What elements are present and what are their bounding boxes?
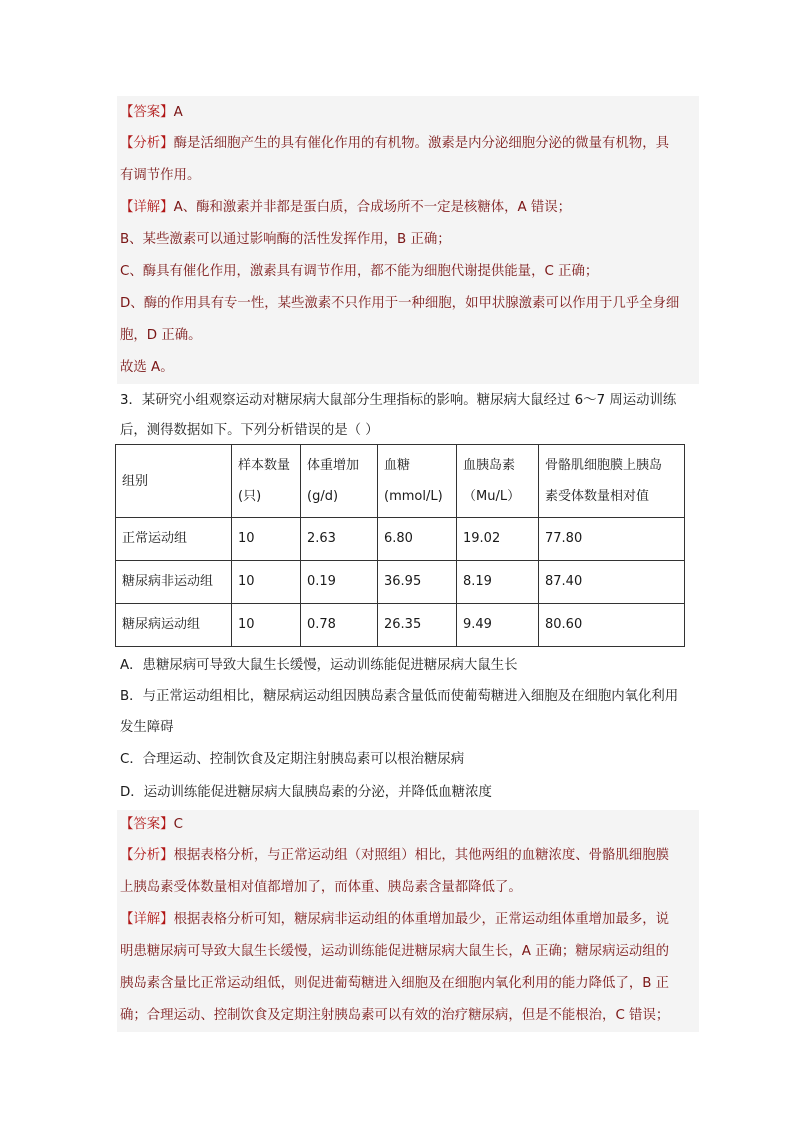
detail-tag: 【详解】 — [120, 912, 174, 927]
table-row — [116, 604, 685, 647]
analysis-line-3 — [120, 847, 698, 865]
table-cell: 0.19 — [301, 561, 378, 604]
table-cell: 糖尿病非运动组 — [116, 561, 232, 604]
detail-line-4: D、酶的作用具有专一性，某些激素不只作用于一种细胞，如甲状腺激素可以作用于几乎全身细 — [120, 296, 680, 311]
analysis-line-4: 上胰岛素受体数量相对值都增加了，而体重、胰岛素含量都降低了。 — [120, 880, 522, 895]
detail-tag: 【详解】 — [120, 200, 174, 215]
table-cell: 87.40 — [539, 561, 685, 604]
analysis-tag: 【分析】 — [120, 848, 174, 863]
header-cell: 样本数量 (只) — [232, 445, 301, 518]
option-a: A．患糖尿病可导致大鼠生长缓慢，运动训练能促进糖尿病大鼠生长 — [120, 658, 518, 673]
detail-line-9: 确；合理运动、控制饮食及定期注射胰岛素可以有效的治疗糖尿病，但是不能根治，C 错误； — [120, 1008, 670, 1023]
analysis-tag: 【分析】 — [120, 136, 174, 151]
table-cell: 糖尿病运动组 — [116, 604, 232, 647]
question-stem-line-1: 3．某研究小组观察运动对糖尿病大鼠部分生理指标的影响。糖尿病大鼠经过 6～7 周运动训练 — [120, 393, 677, 408]
option-d: D．运动训练能促进糖尿病大鼠胰岛素的分泌，并降低血糖浓度 — [120, 785, 492, 800]
detail-line-8: 胰岛素含量比正常运动组低，则促进葡萄糖进入细胞及在细胞内氧化利用的能力降低了，B 正 — [120, 976, 670, 991]
data-table — [115, 444, 685, 647]
analysis-text: 酶是活细胞产生的具有催化作用的有机物。激素是内分泌细胞分泌的微量有机物，具 — [173, 136, 670, 151]
header-cell: 组别 — [116, 445, 232, 518]
header-cell: 血胰岛素 （Mu/L） — [457, 445, 539, 518]
detail-line-5: 胞，D 正确。 — [120, 328, 202, 343]
detail-line-2: B、某些激素可以通过影响酶的活性发挥作用，B 正确； — [120, 232, 451, 247]
table-cell: 2.63 — [301, 518, 378, 561]
conclusion-line: 故选 A。 — [120, 360, 174, 375]
table-row — [116, 561, 685, 604]
answer-value: A — [173, 105, 183, 120]
detail-text: A、酶和激素并非都是蛋白质，合成场所不一定是核糖体，A 错误； — [173, 200, 572, 215]
analysis-line-2: 有调节作用。 — [120, 168, 201, 183]
option-c: C．合理运动、控制饮食及定期注射胰岛素可以根治糖尿病 — [120, 752, 465, 767]
detail-line-3: C、酶具有催化作用，激素具有调节作用，都不能为细胞代谢提供能量，C 正确； — [120, 264, 599, 279]
table-cell: 10 — [232, 518, 301, 561]
table-cell: 36.95 — [378, 561, 457, 604]
answer-tag: 【答案】 — [120, 105, 174, 120]
analysis-text: 根据表格分析，与正常运动组（对照组）相比，其他两组的血糖浓度、骨骼肌细胞膜 — [173, 848, 670, 863]
table-cell: 19.02 — [457, 518, 539, 561]
table-cell: 10 — [232, 604, 301, 647]
answer-line-1 — [120, 104, 698, 122]
header-cell: 骨骼肌细胞膜上胰岛 素受体数量相对值 — [539, 445, 685, 518]
table-cell: 0.78 — [301, 604, 378, 647]
detail-line-6 — [120, 911, 698, 929]
table-cell: 正常运动组 — [116, 518, 232, 561]
option-b-line-1: B．与正常运动组相比，糖尿病运动组因胰岛素含量低而使葡萄糖进入细胞及在细胞内氧化利用 — [120, 689, 679, 704]
analysis-line-1 — [120, 135, 698, 153]
answer-value: C — [173, 817, 183, 832]
answer-tag: 【答案】 — [120, 817, 174, 832]
table-cell: 80.60 — [539, 604, 685, 647]
table-cell: 10 — [232, 561, 301, 604]
table-cell: 6.80 — [378, 518, 457, 561]
table-cell: 9.49 — [457, 604, 539, 647]
detail-line-7: 明患糖尿病可导致大鼠生长缓慢，运动训练能促进糖尿病大鼠生长，A 正确；糖尿病运动组的 — [120, 944, 670, 959]
detail-line-1 — [120, 199, 698, 217]
answer-line-2 — [120, 816, 698, 834]
header-cell: 体重增加 (g/d) — [301, 445, 378, 518]
header-cell: 血糖 (mmol/L) — [378, 445, 457, 518]
table-row — [116, 518, 685, 561]
table-header-row — [116, 445, 685, 518]
option-b-line-2: 发生障碍 — [120, 720, 174, 735]
table-cell: 77.80 — [539, 518, 685, 561]
question-stem-line-2: 后，测得数据如下。下列分析错误的是（ ） — [120, 423, 379, 438]
detail-text: 根据表格分析可知，糖尿病非运动组的体重增加最少，正常运动组体重增加最多，说 — [173, 912, 670, 927]
table-cell: 8.19 — [457, 561, 539, 604]
table-cell: 26.35 — [378, 604, 457, 647]
